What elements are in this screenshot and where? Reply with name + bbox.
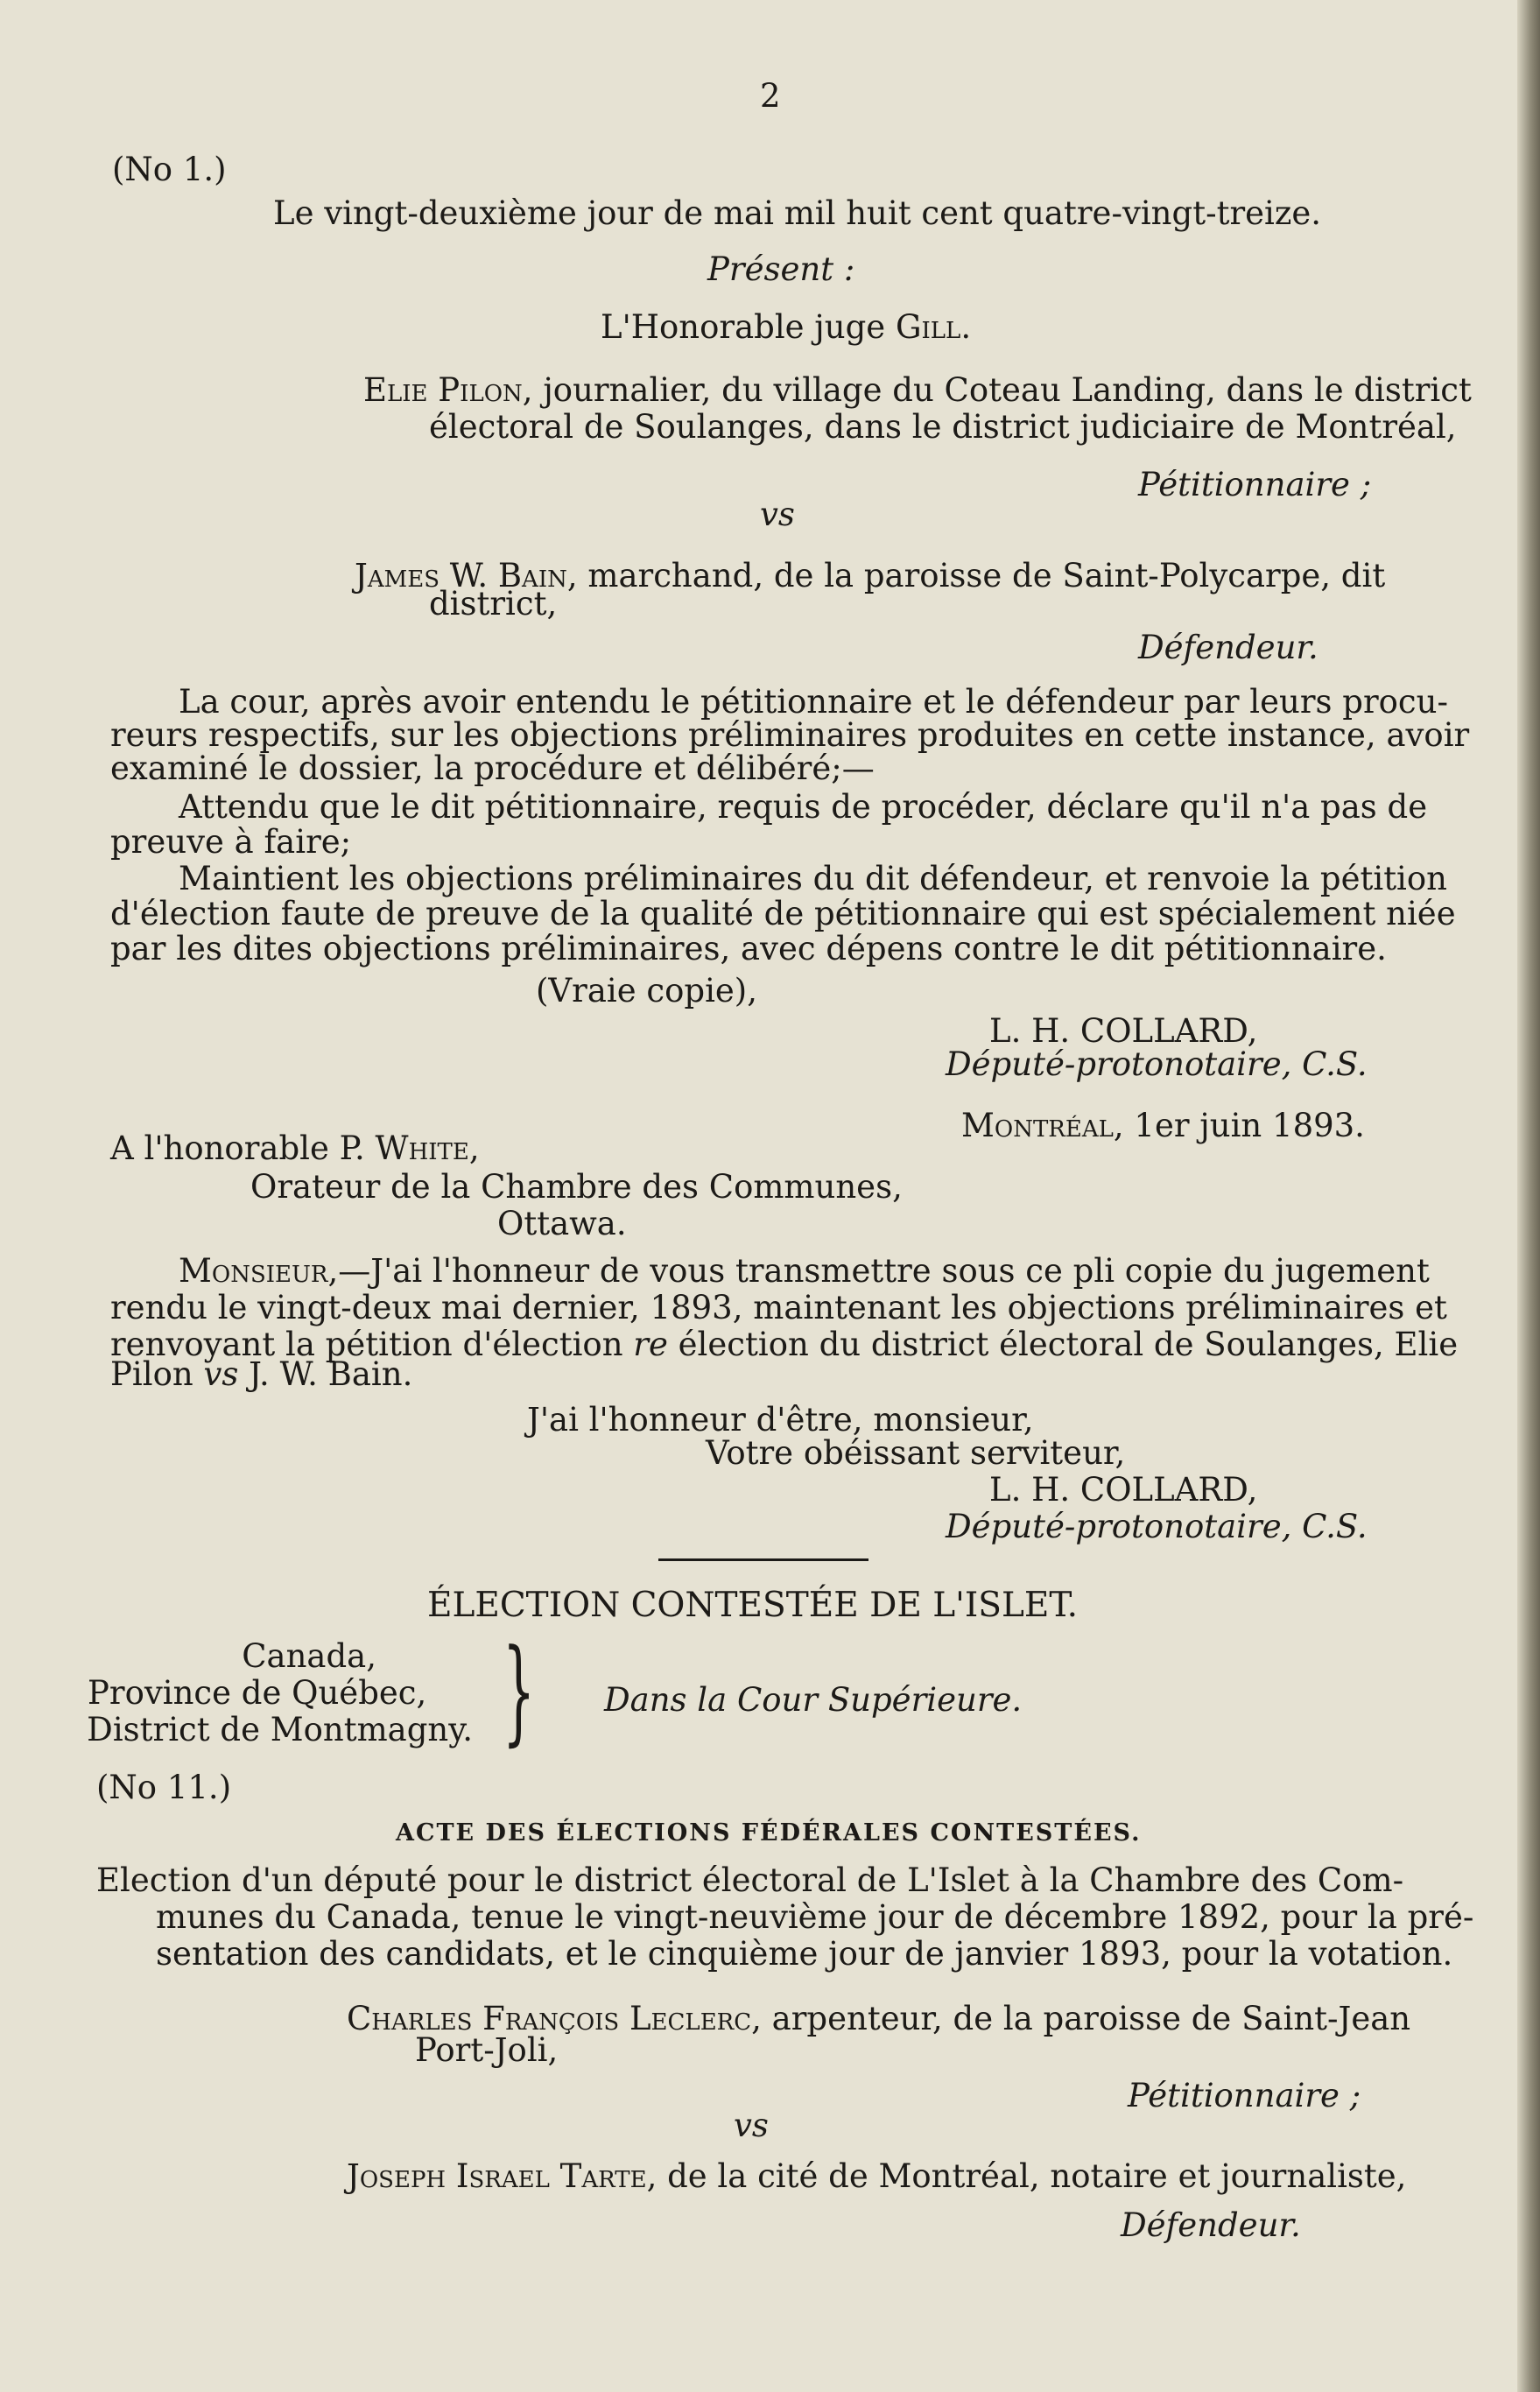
closing-1: J'ai l'honneur d'être, monsieur, xyxy=(527,1401,1034,1439)
vs-label-2: vs xyxy=(734,2107,769,2144)
defendant2-line: Joseph Israel Tarte, de la cité de Montréal, notaire et journaliste, xyxy=(347,2157,1407,2195)
act-title: ACTE DES ÉLECTIONS FÉDÉRALES CONTESTÉES. xyxy=(396,1819,1142,1847)
case-number-2: (No 11.) xyxy=(96,1769,232,1806)
judgment-line: Attendu que le dit pétitionnaire, requis de procéder, déclare qu'il n'a pas de xyxy=(179,788,1428,826)
judgment-line: d'élection faute de preuve de la qualité de pétitionnaire qui est spécialement niée xyxy=(110,895,1456,932)
signer-2-title: Député-protonotaire, C.S. xyxy=(946,1508,1368,1545)
closing-2: Votre obéissant serviteur, xyxy=(706,1434,1126,1472)
petitioner-line-2: électoral de Soulanges, dans le district judiciaire de Montréal, xyxy=(429,408,1457,446)
signer: L. H. COLLARD, xyxy=(989,1012,1258,1050)
judgment-line: preuve à faire; xyxy=(110,823,352,861)
letter-line-4: Pilon vs J. W. Bain. xyxy=(110,1355,413,1393)
judgment-line: reurs respectifs, sur les objections préliminaires produites en cette instance, avoir xyxy=(110,716,1470,754)
defendant-line-2: district, xyxy=(429,585,558,623)
present-label: Présent : xyxy=(707,250,855,288)
section-divider xyxy=(658,1558,868,1561)
jurisdiction-line: District de Montmagny. xyxy=(87,1711,473,1748)
letter-line-2: rendu le vingt-deux mai dernier, 1893, maintenant les objections préliminaires et xyxy=(110,1289,1447,1326)
petitioner-line-1: Elie Pilon, journalier, du village du Coteau Landing, dans le district xyxy=(363,371,1472,409)
signer-2: L. H. COLLARD, xyxy=(989,1471,1258,1509)
date-line: Le vingt-deuxième jour de mai mil huit cent quatre-vingt-treize. xyxy=(273,194,1322,232)
petitioner2-role: Pétitionnaire ; xyxy=(1128,2077,1361,2114)
section-heading: ÉLECTION CONTESTÉE DE L'ISLET. xyxy=(427,1586,1078,1625)
addressee-city: Ottawa. xyxy=(497,1205,627,1242)
judgment-line: La cour, après avoir entendu le pétitionnaire et le défendeur par leurs procu- xyxy=(179,683,1448,721)
signer-title: Député-protonotaire, C.S. xyxy=(946,1045,1368,1083)
addressee-title: Orateur de la Chambre des Communes, xyxy=(250,1168,903,1206)
letter-line-1: Monsieur,—J'ai l'honneur de vous transmettre sous ce pli copie du jugement xyxy=(179,1252,1430,1290)
brace-icon: } xyxy=(503,1624,536,1757)
vs-label: vs xyxy=(760,496,795,533)
page-edge xyxy=(1517,0,1540,2392)
jurisdiction-line: Canada, xyxy=(242,1637,376,1675)
jurisdiction-line: Province de Québec, xyxy=(88,1674,427,1712)
page-number: 2 xyxy=(760,77,781,115)
election-line: Election d'un député pour le district électoral de L'Islet à la Chambre des Com- xyxy=(96,1861,1404,1899)
election-line: sentation des candidats, et le cinquième jour de janvier 1893, pour la votation. xyxy=(156,1935,1453,1973)
petitioner2-line-1: Charles François Leclerc, arpenteur, de la paroisse de Saint-Jean xyxy=(347,2000,1411,2037)
place-date: Montréal, 1er juin 1893. xyxy=(961,1107,1365,1144)
letter-line-3: renvoyant la pétition d'élection re élection du district électoral de Soulanges, Elie xyxy=(110,1326,1459,1363)
petitioner-role: Pétitionnaire ; xyxy=(1138,466,1372,503)
case-number: (No 1.) xyxy=(112,151,227,188)
true-copy: (Vraie copie), xyxy=(536,972,758,1010)
judgment-line: par les dites objections préliminaires, avec dépens contre le dit pétitionnaire. xyxy=(110,930,1387,967)
defendant2-role: Défendeur. xyxy=(1121,2206,1301,2244)
defendant-line-1: James W. Bain, marchand, de la paroisse de Saint-Polycarpe, dit xyxy=(355,557,1386,594)
judgment-line: Maintient les objections préliminaires du dit défendeur, et renvoie la pétition xyxy=(179,860,1447,897)
judgment-line: examiné le dossier, la procédure et délibéré;— xyxy=(110,749,875,787)
court-name: Dans la Cour Supérieure. xyxy=(604,1681,1023,1719)
judge-line: L'Honorable juge Gill. xyxy=(601,308,972,346)
defendant-role: Défendeur. xyxy=(1138,629,1318,666)
petitioner2-line-2: Port-Joli, xyxy=(415,2031,559,2069)
election-line: munes du Canada, tenue le vingt-neuvième jour de décembre 1892, pour la pré- xyxy=(156,1898,1474,1936)
addressee: A l'honorable P. White, xyxy=(110,1129,480,1167)
